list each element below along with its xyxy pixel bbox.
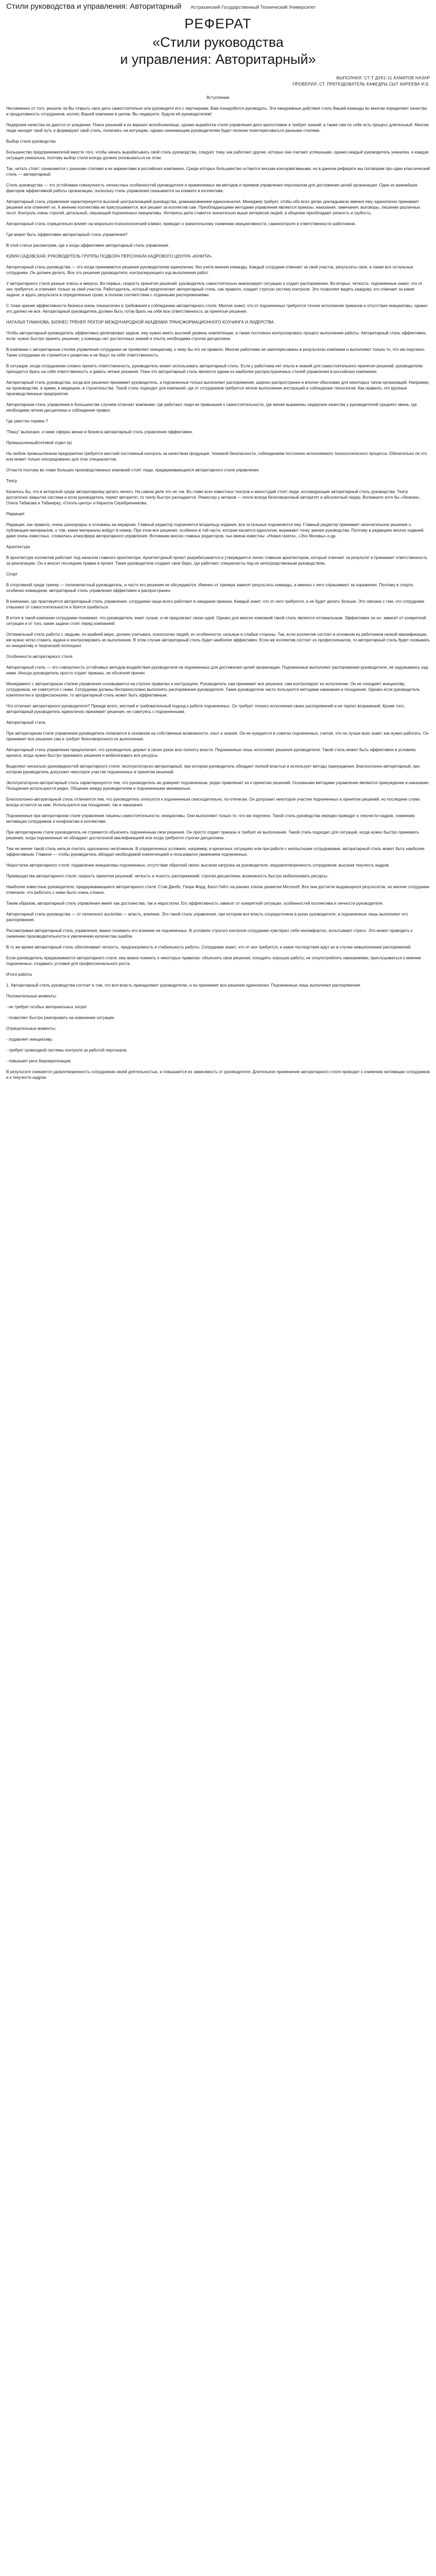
paragraph: Итоги работы <box>6 972 32 977</box>
paragraph: Театр <box>6 479 18 483</box>
paragraph: В компании с авторитарным стилем управления сотрудники не проявляют инициативу, к чему бы это ни привело. Многие работники не заинтересованы в результатах компании и выполняют только то, что им поручено. Такие сотрудники не стремятся к развитию и не берут на себя ответственность. <box>6 347 426 358</box>
paragraph: Преимущества авторитарного стиля: скорость принятия решений; четкость и ясность распоряжений; строгая дисциплина; возможность быстро мобилизовать ресурсы. <box>6 874 328 878</box>
paragraph: Авторитарный стиль управления характеризуется высокой централизацией руководства, доминированием единоначалия. Менеджер требует, чтобы обо всех делах докладывали именно ему, единолично принимает решения или отменяет их. К мнению коллектива не прислушивается, все решает за коллектив сам. Преобладающими методами управления являются приказы, наказания, замечания, выговоры, лишение различных льгот. Контроль очень строгий, детальный, лишающий подчиненных инициативы. Интересы дела ставятся значительно выше интересов людей, в общении преобладают резкость и грубость. <box>6 199 421 215</box>
paragraph: В спортивной среде тренер — полновластный руководитель, и часто его решения не обсуждаются. Именно от тренера зависят результаты команды, и именно с него спрашивают за поражения. Поэтому в спорте, особенно командном, авторитарный стиль управления эффективен и распространен. <box>6 583 414 593</box>
author-info <box>6 75 430 88</box>
paragraph: В компании, где практикуется авторитарный стиль управления, сотрудники чаще всего работают в ожидании приказа. Каждый знает, что от него требуется, и не будет делать больше. Это связано с тем, что сотрудники отвыкают от самостоятельности и боятся ошибиться. <box>6 599 424 609</box>
paragraph: - подавляет инициативу; <box>6 1037 53 1042</box>
paragraph: Отрицательные моменты: <box>6 1026 57 1031</box>
paragraph: Так, читать стоит: ознакомится с разными стилями и их вариантами в российских компаниях. Среди которых большинство остаются весьма консервативными, но в данном реферате мы поговорим про один классический стиль — авторитарный. <box>6 166 430 177</box>
paragraph: В результате снижается удовлетворенность сотрудников своей деятельностью, и повышается их зависимость от руководителя. Длительное применение авторитарного стиля приводит к снижению мотивации сотрудников и к текучести кадров. <box>6 1070 430 1080</box>
paragraph: Рассматривая авторитарный стиль управления, важно понимать его влияние на подчиненных. В условиях строгого контроля сотрудники чувствуют себя некомфортно, испытывают стресс. Это может приводить к снижению производительности и увеличению количества ошибок. <box>6 928 413 939</box>
paragraph: Таким образом, авторитарный стиль управления имеет как достоинства, так и недостатки. Его эффективность зависит от конкретной ситуации, особенностей коллектива и личности руководителя. <box>6 901 383 906</box>
reviewer-line: ПРОВЕРИЛ: СТ. ПРЕПОДОВАТЕЛЬ КАФЕДРЫ СЫТ КИРЕЕВА И.Б. <box>292 82 430 87</box>
topic-line-2: и управления: Авторитарный» <box>120 52 316 67</box>
paragraph: Промышленный/сетевой отдел (а) <box>6 440 72 445</box>
paragraph: Оптимальный стиль работы с людьми, по крайней мере, должен учитывать психологию людей, их особенности, сильные и слабые стороны. Так, если коллектив состоит в основном из работников низкой квалификации, им нужно четко ставить задачи и контролировать их выполнение. В этом случае авторитарный стиль будет наиболее эффективен. Если же коллектив состоит из профессионалов, то авторитарный стиль будет сковывать их инициативу и творческий потенциал. <box>6 632 430 648</box>
paragraph: Авторитарный стиль руководства, когда все решения принимает руководитель, а подчиненные только выполняют распоряжения, широко распространен и вполне обоснован для некоторых типов организаций. Например, на производстве, в армии, в медицине, в строительстве. Такой стиль подходит для компаний, где от сотрудников требуется четкое выполнение инструкций и соблюдение технологии. Как правило, это крупные производственные предприятия. <box>6 380 430 396</box>
paragraph: Лидерские качества не даются от рождения. Поиск решений и их вариант всеобъемлюще, однако выработка стиля управления дело кропотливое и требует знаний, а также сам по себе есть процесс длительный. Многие люди находят свой путь и формируют свой стиль, полагаясь на интуицию, однако начинающим руководителям будет полезно поинтересоваться разными стилями. <box>6 123 429 133</box>
paragraph: Положительные моменты: <box>6 994 57 998</box>
paragraph: ЮЛИЯ САДОВСКАЯ, РУКОВОДИТЕЛЬ ГРУППЫ ПОДБОРА ПЕРСОНАЛА КАДРОВОГО ЦЕНТРА «ЮНИТИ» <box>6 254 212 259</box>
paragraph: На любом промышленном предприятии требуется жесткий постоянный контроль за качеством продукции, техникой безопасности, соблюдением постоянно исполняемого технологического процесса. Обязательно ли это или может только опосредованно для этих специалистов. <box>6 451 427 462</box>
paragraph: - позволяет быстро реагировать на изменения ситуации. <box>6 1015 115 1020</box>
paragraph: Где может быть эффективен авторитарный стиль управления? <box>6 232 128 237</box>
paragraph: Если руководитель придерживается авторитарного стиля, ему важно помнить о некоторых правилах: объяснять свои решения; поощрять хорошую работу; не злоупотреблять наказаниями; прислушиваться к мнению подчиненных; создавать условия для профессионального роста. <box>6 956 422 966</box>
paragraph: Благосклонно-авторитарный стиль отличается тем, что руководитель относится к подчиненным снисходительно, по-отечески. Он допускает некоторое участие подчиненных в принятии решений, но последнее слово всегда остается за ним. Используются как поощрения, так и наказания. <box>6 797 420 807</box>
paragraph: У авторитарного стиля разные плюсы и минусы. Во-первых, скорость принятия решений: руководитель самостоятельно анализирует ситуацию и отдает распоряжения. Во-вторых, четкость: подчинённые знают, что от них требуется, и отвечают только за свой участок. Работодатель, который предпочитает авторитарный стиль, как правило, создает строгую систему контроля. Это позволяет видеть каждому, кто отвечает за какие задачи, и ждать результата в определенные сроки, в полном соответствии с отданными распоряжениями. <box>6 281 423 297</box>
paragraph: Авторитарный стиль руководства — от латинского auctoritas — власть, влияние. Это такой стиль управления, при котором вся власть сосредоточена в руках руководителя, а подчиненные лишь выполняют его распоряжения. <box>6 912 408 922</box>
paragraph: Тем не менее такой стиль нельзя считать однозначно негативным. В определенных условиях, например, в кризисных ситуациях или при работе с неопытными сотрудниками, авторитарный стиль может быть наиболее эффективным. Главное — чтобы руководитель обладал необходимой компетенцией и пользовался уважением подчиненных. <box>6 846 425 857</box>
page-header <box>6 2 430 11</box>
paragraph: Особенности авторитарного стиля <box>6 654 73 659</box>
document-kind: РЕФЕРАТ <box>184 16 252 31</box>
paragraph: Казалось бы, что в актерской среде авторитаризму делать нечего. На самом деле это не так. Во главе всех известных театров и киностудий стоят люди, исповедующие авторитарный стиль руководства. Театр достаточно закрытая система и если руководитель теряет авторитет, то театр быстро распадается. Режиссер у актеров — почти всегда безоговорочный авторитет и абсолютный лидер. Вспомните хотя бы «Ленком», Олега Табакова и Табакерку, «Гоголь-центр» и Кирилла Серебренникова. <box>6 489 421 505</box>
paragraph: Редакция <box>6 512 25 516</box>
paragraph: Что отличает авторитарного руководителя? Прежде всего, жесткий и требовательный подход к работе подчиненных. Он требует точного исполнения своих распоряжений и не терпит возражений. Кроме того, авторитарный руководитель единолично принимает решения, не советуясь с подчиненными. <box>6 704 405 714</box>
paragraph: Где уместен термин ? <box>6 419 48 423</box>
paragraph: При авторитарном стиле управления руководитель полагается в основном на собственные возможности, опыт и знания. Он не нуждается в советах подчиненных, считая, что он лучше всех знает, как нужно работать. Он принимает все решения сам и требует безоговорочного их выполнения. <box>6 731 429 741</box>
paragraph: "Пишу" выписано, и ниже сферах жизни и бизнеса авторитарный стиль управления эффективен. <box>6 430 193 434</box>
paragraph: Стиль руководства — это устойчивая совокупность личностных особенностей руководителя и применяемых им методов и приемов управления персоналом для достижения целей организации. Одни из важнейших факторов эффективной работы организации, поскольку стиль управления сказывается на климате в коллективе. <box>6 183 418 193</box>
author-line: ВЫПОЛНИЛ: СТ-Т ДУК1-11 АХМАТОВ НАЗАР <box>336 76 430 80</box>
paragraph: Отчасти поэтому во главе больших производственных компаний стоят люди, придерживающиеся авторитарного стиля управления. <box>6 468 260 472</box>
paragraph: В архитектуре коллектив работает под началом главного архитектора. Архитектурный проект разрабатывается и утверждается лично главным архитектором, который отвечает за результат и принимает ответственность за реализацию. Он и вносит последние правки в проект. Такие руководители создают свои бюро, где работают специалисты под их непосредственным руководством. <box>6 555 428 566</box>
paragraph: В этой статье рассмотрим, где и когда эффективен авторитарный стиль управления. <box>6 243 169 248</box>
paragraph: Наиболее известные руководители, придерживающиеся авторитарного стиля: Стив Джобс, Генри Форд, Билл Гейтс на ранних этапах развития Microsoft. Все они достигли выдающихся результатов, но многие сотрудники отмечали, что работать с ними было очень сложно. <box>6 885 429 895</box>
document-page <box>0 0 436 1096</box>
topic-line-1: «Стили руководства <box>152 35 284 50</box>
paragraph: При авторитарном стиле руководитель не стремится объяснять подчиненным свои решения. Он просто отдает приказы и требует их выполнения. Такой стиль подходит для ситуаций, когда нужно быстро принимать решения, когда подчиненные не обладают достаточной квалификацией или когда требуется строгая дисциплина. <box>6 830 419 840</box>
paragraph: Выделяют несколько разновидностей авторитарного стиля: эксплуататорско-авторитарный, при котором руководитель обладает полной властью и использует методы принуждения; благосклонно-авторитарный, при котором руководитель допускает некоторое участие подчиненных в принятии решений. <box>6 764 420 774</box>
paragraph: Редакции, как правило, очень разнородны и основаны на иерархии. Главный редактор подчиняется владельцу издания, все остальные подчиняются ему. Главный редактор принимает окончательное решение о публикации материалов, о том, какие материалы войдут в номер. При этом все решения, особенно в той части, которая касается идеологии, выражают точку зрения руководства. Поэтому в редакциях многих изданий, даже очень известных, сложилась атмосфера авторитарного управления. Вспомним многих главных редакторов, чьи имена известны: «Новая газета», «Эхо Москвы» и др. <box>6 522 425 538</box>
paragraph: - повышает риск бюрократизации. <box>6 1059 72 1063</box>
paragraph: Авторитарный стиль — это совокупность устойчивых методов воздействия руководителя на подчиненных для достижения целей организации. Подчиненные выполняют распоряжения руководителя, не задумываясь над ними. Иногда руководитель просто отдает приказы, не объясняя причин. <box>6 665 428 675</box>
university-name: Астраханский Государственный Технический Университет <box>190 5 316 10</box>
paragraph: Вступление <box>206 95 230 100</box>
paragraph: Авторитарный стиль отрицательно влияет на морально-психологический климат, приводит к значительному снижению инициативности, самоконтроля и ответственности работников. <box>6 222 356 226</box>
paragraph: В то же время авторитарный стиль обеспечивает четкость, предсказуемость и стабильность работы. Сотрудники знают, что от них требуется, и какие последствия ждут их в случае невыполнения распоряжений. <box>6 945 412 950</box>
paragraph: Эксплуататорско-авторитарный стиль характеризуется тем, что руководитель не доверяет подчиненным, редко привлекает их к принятию решений. Основными методами управления являются принуждение и наказание. Поощрения используются редко. Общение между руководителем и подчиненными минимально. <box>6 781 430 791</box>
document-topic <box>6 34 430 68</box>
paragraph: В ситуации, когда сотрудникам сложно принять ответственность, руководитель может использовать авторитарный стиль. Если у работника нет опыта и знаний для самостоятельного принятия решений, руководителю приходится брать на себя ответственность и давать четкие указания. Пока что авторитарный стиль является одним из наиболее распространенных стилей управления в российских компаниях. <box>6 364 423 374</box>
paragraph: Авторитарный стиль <box>6 720 46 725</box>
paragraph: НАТАЛЬЯ ТУМАНОВА, БИЗНЕС-ТРЕНЕР, РЕКТОР МЕЖДУНАРОДНОЙ АКАДЕМИИ ТРАНСФОРМАЦИОННОГО КОУЧИНГА И ЛИДЕРСТВА <box>6 320 274 325</box>
paragraph: Чтобы авторитарный руководитель эффективно делегировал задачи, ему нужно иметь высокий уровень компетенции, а также постоянно контролировать процесс выполнения работы. Авторитарный стиль эффективен, если: нужно быстро принять решение; у команды нет достаточных знаний и опыта; необходима строгая дисциплина. <box>6 331 427 341</box>
paragraph: Авторитарный стиль управления предполагает, что руководитель держит в своих руках всю полноту власти. Подчиненные лишь исполняют решения руководителя. Такой стиль может быть эффективен в условиях кризиса, когда нужно быстро принимать решения и мобилизовать все ресурсы. <box>6 748 416 758</box>
paragraph: 1. Авторитарный стиль руководства состоит в том, что вся власть принадлежит руководителю, и он принимает все решения единолично. Подчиненные лишь выполняют распоряжения. <box>6 983 361 988</box>
paragraph: Большинство предпринимателей вместе того, чтобы начать вырабатывать свой стиль руководства, следуют тому, как работают другие, которых они считают успешными, однако каждый руководитель уникален, и каждая ситуация уникальна, поэтому выбор стиля всегда должен основываться на этом. <box>6 150 429 160</box>
paragraph: Менеджмент с авторитарным стилем управления основывается на строгих правилах и инструкциях. Руководитель сам принимает все решения, сам контролирует их исполнение. Он не поощряет инициативу сотрудников, не советуется с ними. Сотрудники должны беспрекословно выполнять распоряжения руководителя. Такие руководители часто пользуются методами наказания и поощрения. Однако если руководитель компетентен и профессионален, то авторитарный стиль может быть эффективным. <box>6 682 420 698</box>
paragraph: Несомненно от того, решили ли Вы открыть свое дело самостоятельно или руководите его с партнерами, Вам понадобится руководить. Эти ежедневные действия стиль Вашей команды во многом определяют качество и продуктивность сотрудников, коллег, Вашей компании в целом. Вы лидируете, будучи её руководителем! <box>6 106 427 116</box>
paragraph: Недостатки авторитарного стиля: подавление инициативы подчиненных; отсутствие обратной связи; высокая нагрузка на руководителя; неудовлетворенность сотрудников; высокая текучесть кадров. <box>6 863 390 868</box>
paragraph: Выбор стиля руководства <box>6 139 56 144</box>
paragraph: Спорт <box>6 572 18 577</box>
page-title: Стили руководства и управления: Авторитарный <box>6 2 182 11</box>
paragraph: - не требует особых материальных затрат <box>6 1005 87 1009</box>
document-body <box>6 95 430 1080</box>
paragraph: - требует громоздкой системы контроля за работой персонала; <box>6 1048 128 1053</box>
paragraph: Подчиненные при авторитарном стиле управления лишены самостоятельности, инициативы. Они выполняют только то, что им поручено. Такой стиль руководства нередко приводит к текучести кадров, снижению мотивации сотрудников и конфликтам в коллективе. <box>6 814 415 824</box>
paragraph: В итоге в такой компании сотрудники понимают, что руководитель знает лучше, и не предлагают своих идей. Однако для многих компаний такой стиль является оптимальным. Эффективен ли он, зависит от конкретной ситуации и от того, какие задачи стоят перед компанией. <box>6 616 426 626</box>
paragraph: Авторитарным стиль управления в большинстве случаев отличает компанию: где работают люди не привыкшие к самостоятельности, где менее выражены лидерские качества у руководителей среднего звена, где необходима четкая дисциплина и соблюдение правил. <box>6 402 417 413</box>
paragraph: Авторитарный стиль руководства — это когда принимаются решения руководителем единолично, без учета мнения команды. Каждый сотрудник отвечает за свой участок, результаты свои, а также все остальные сотрудники. Он должен делать. Все это решения руководителя, контролирующего ход выполнения работ. <box>6 265 413 275</box>
paragraph: С точки зрения эффективности бизнеса очень показателен и требования к соблюдению авторитарного стиля. Многие знают, что от подчиненных требуются точное исполнение приказов и отсутствие инициативы, однако это далеко не все. Авторитарный руководитель должен быть готов брать на себя всю ответственность за принятые решения. <box>6 303 428 314</box>
paragraph: Архитектура <box>6 545 30 549</box>
